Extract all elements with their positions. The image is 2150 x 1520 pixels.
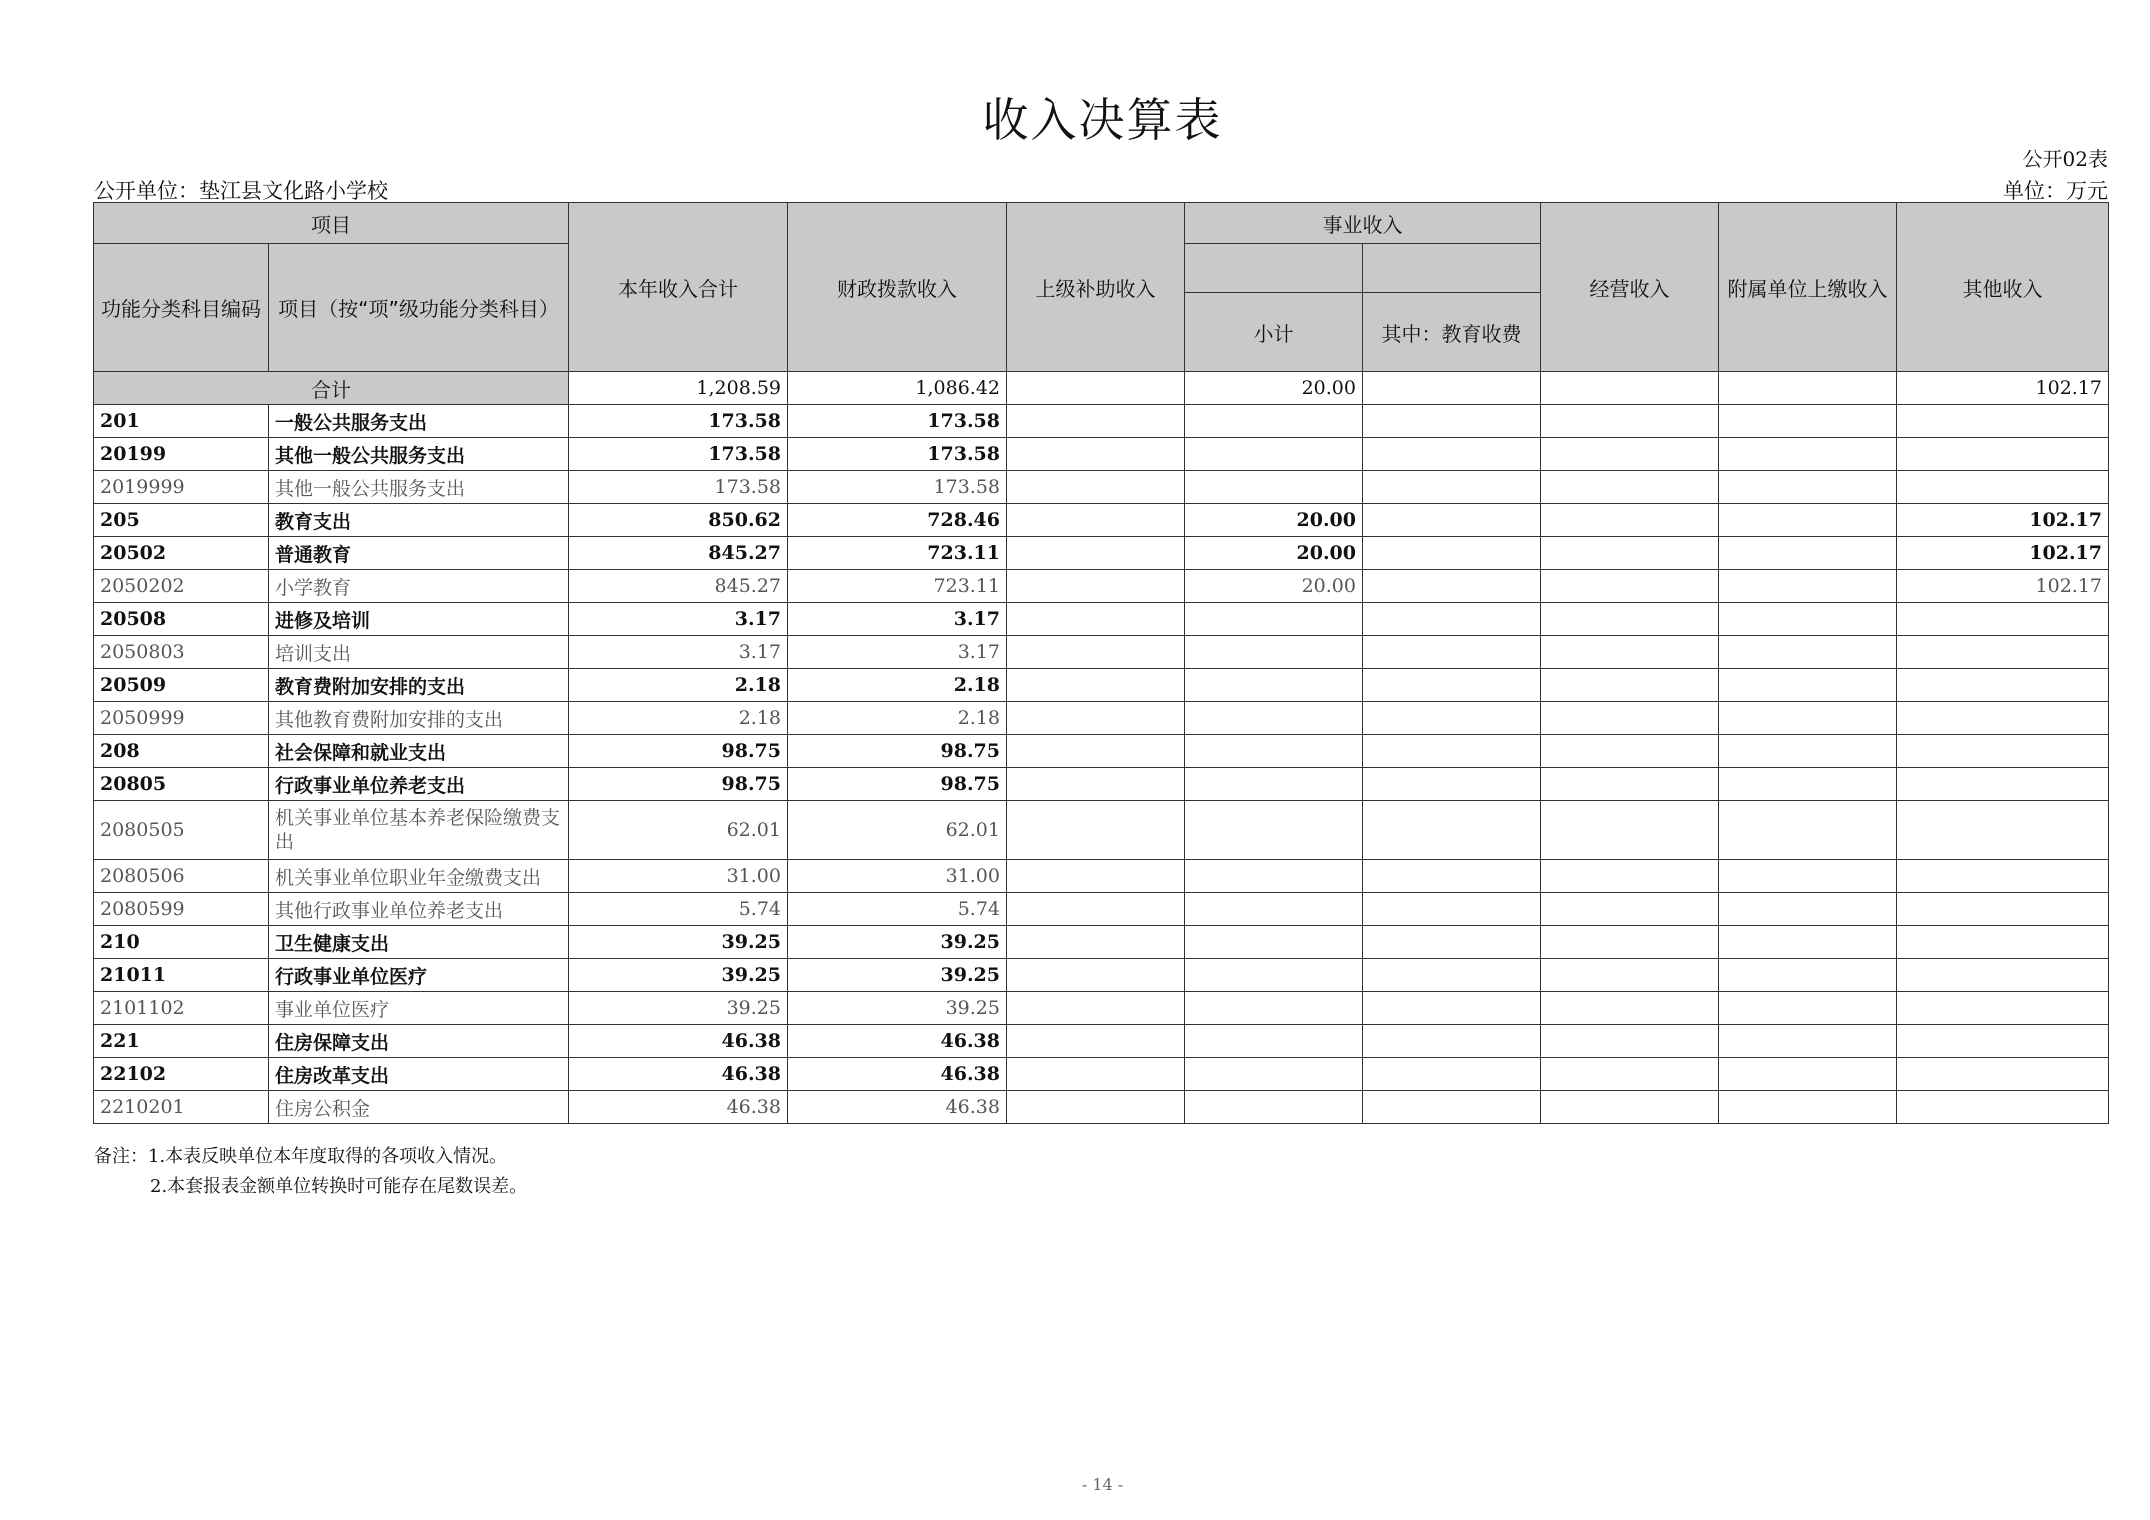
subtotal-cell: 20.00 <box>1185 504 1363 537</box>
table-row <box>94 570 2109 603</box>
operating-cell <box>1541 801 1719 860</box>
other-cell <box>1897 636 2109 669</box>
fiscal-cell: 46.38 <box>788 1091 1007 1124</box>
total-income-cell: 62.01 <box>569 801 788 860</box>
operating-cell <box>1541 860 1719 893</box>
code-cell: 22102 <box>94 1058 269 1091</box>
fiscal-cell: 46.38 <box>788 1058 1007 1091</box>
table-row <box>94 1058 2109 1091</box>
edu-fee-cell <box>1363 1091 1541 1124</box>
affiliate-cell <box>1719 669 1897 702</box>
other-cell <box>1897 405 2109 438</box>
header-other-income: 其他收入 <box>1897 203 2109 372</box>
total-income-cell: 98.75 <box>569 768 788 801</box>
superior-cell <box>1007 1058 1185 1091</box>
footnote-2: 2.本套报表金额单位转换时可能存在尾数误差。 <box>150 1176 528 1197</box>
total-income-cell: 845.27 <box>569 537 788 570</box>
table-row <box>94 702 2109 735</box>
total-other-cell: 102.17 <box>1897 372 2109 405</box>
fiscal-cell: 98.75 <box>788 768 1007 801</box>
item-name-cell: 其他行政事业单位养老支出 <box>269 893 569 926</box>
item-name-cell: 一般公共服务支出 <box>269 405 569 438</box>
table-body <box>94 372 2109 1124</box>
other-cell <box>1897 926 2109 959</box>
subtotal-cell <box>1185 959 1363 992</box>
other-cell <box>1897 735 2109 768</box>
fiscal-cell: 2.18 <box>788 702 1007 735</box>
edu-fee-cell <box>1363 471 1541 504</box>
operating-cell <box>1541 702 1719 735</box>
item-name-cell: 其他一般公共服务支出 <box>269 438 569 471</box>
item-name-cell: 卫生健康支出 <box>269 926 569 959</box>
affiliate-cell <box>1719 893 1897 926</box>
fiscal-cell: 3.17 <box>788 636 1007 669</box>
total-income-cell: 173.58 <box>569 405 788 438</box>
affiliate-cell <box>1719 768 1897 801</box>
affiliate-cell <box>1719 570 1897 603</box>
code-cell: 2080505 <box>94 801 269 860</box>
code-cell: 2080599 <box>94 893 269 926</box>
fiscal-cell: 31.00 <box>788 860 1007 893</box>
code-cell: 205 <box>94 504 269 537</box>
subtotal-cell <box>1185 992 1363 1025</box>
affiliate-cell <box>1719 405 1897 438</box>
table-row <box>94 537 2109 570</box>
subtotal-cell <box>1185 735 1363 768</box>
edu-fee-cell <box>1363 801 1541 860</box>
edu-fee-cell <box>1363 603 1541 636</box>
header-fiscal-allocation: 财政拨款收入 <box>788 203 1007 372</box>
operating-cell <box>1541 893 1719 926</box>
table-row <box>94 504 2109 537</box>
item-name-cell: 社会保障和就业支出 <box>269 735 569 768</box>
code-cell: 20502 <box>94 537 269 570</box>
header-education-fee: 其中：教育收费 <box>1363 293 1541 372</box>
subtotal-cell <box>1185 471 1363 504</box>
total-row <box>94 372 2109 405</box>
subtotal-cell <box>1185 1025 1363 1058</box>
subtotal-cell <box>1185 669 1363 702</box>
operating-cell <box>1541 768 1719 801</box>
superior-cell <box>1007 1091 1185 1124</box>
superior-cell <box>1007 702 1185 735</box>
code-cell: 221 <box>94 1025 269 1058</box>
affiliate-cell <box>1719 702 1897 735</box>
operating-cell <box>1541 570 1719 603</box>
table-row <box>94 735 2109 768</box>
fiscal-cell: 39.25 <box>788 959 1007 992</box>
affiliate-cell <box>1719 504 1897 537</box>
fiscal-cell: 2.18 <box>788 669 1007 702</box>
edu-fee-cell <box>1363 768 1541 801</box>
fiscal-cell: 173.58 <box>788 405 1007 438</box>
total-operating-cell <box>1541 372 1719 405</box>
affiliate-cell <box>1719 1058 1897 1091</box>
affiliate-cell <box>1719 926 1897 959</box>
superior-cell <box>1007 1025 1185 1058</box>
header-function-code: 功能分类科目编码 <box>94 244 269 372</box>
other-cell <box>1897 992 2109 1025</box>
code-cell: 20508 <box>94 603 269 636</box>
table-row <box>94 992 2109 1025</box>
table-row <box>94 438 2109 471</box>
table-row <box>94 405 2109 438</box>
header-project: 项目 <box>94 203 569 244</box>
subtotal-cell <box>1185 926 1363 959</box>
code-cell: 21011 <box>94 959 269 992</box>
subtotal-cell <box>1185 438 1363 471</box>
operating-cell <box>1541 926 1719 959</box>
table-row <box>94 669 2109 702</box>
affiliate-cell <box>1719 860 1897 893</box>
operating-cell <box>1541 959 1719 992</box>
edu-fee-cell <box>1363 1058 1541 1091</box>
table-row <box>94 1025 2109 1058</box>
fiscal-cell: 173.58 <box>788 471 1007 504</box>
fiscal-cell: 723.11 <box>788 537 1007 570</box>
total-income-cell: 2.18 <box>569 702 788 735</box>
page-number: - 14 - <box>1081 1475 1124 1494</box>
total-income-cell: 845.27 <box>569 570 788 603</box>
code-cell: 2050999 <box>94 702 269 735</box>
other-cell <box>1897 471 2109 504</box>
subtotal-cell <box>1185 768 1363 801</box>
edu-fee-cell <box>1363 504 1541 537</box>
superior-cell <box>1007 801 1185 860</box>
table-row <box>94 860 2109 893</box>
table-row <box>94 959 2109 992</box>
fiscal-cell: 39.25 <box>788 926 1007 959</box>
operating-cell <box>1541 669 1719 702</box>
edu-fee-cell <box>1363 669 1541 702</box>
other-cell <box>1897 1091 2109 1124</box>
code-cell: 208 <box>94 735 269 768</box>
subtotal-cell <box>1185 801 1363 860</box>
edu-fee-cell <box>1363 702 1541 735</box>
footnote-1: 备注：1.本表反映单位本年度取得的各项收入情况。 <box>94 1146 508 1167</box>
edu-fee-cell <box>1363 537 1541 570</box>
item-name-cell: 住房公积金 <box>269 1091 569 1124</box>
code-cell: 20509 <box>94 669 269 702</box>
edu-fee-cell <box>1363 636 1541 669</box>
other-cell <box>1897 1025 2109 1058</box>
total-income-cell: 31.00 <box>569 860 788 893</box>
total-fiscal-cell: 1,086.42 <box>788 372 1007 405</box>
other-cell <box>1897 768 2109 801</box>
operating-cell <box>1541 504 1719 537</box>
item-name-cell: 普通教育 <box>269 537 569 570</box>
superior-cell <box>1007 636 1185 669</box>
header-business-spacer <box>1185 244 1363 293</box>
item-name-cell: 行政事业单位养老支出 <box>269 768 569 801</box>
operating-cell <box>1541 1058 1719 1091</box>
other-cell <box>1897 860 2109 893</box>
header-total-income: 本年收入合计 <box>569 203 788 372</box>
subtotal-cell <box>1185 603 1363 636</box>
total-edu-fee-cell <box>1363 372 1541 405</box>
other-cell <box>1897 801 2109 860</box>
item-name-cell: 事业单位医疗 <box>269 992 569 1025</box>
header-business-income: 事业收入 <box>1185 203 1541 244</box>
income-final-accounts-table <box>93 202 2109 1124</box>
code-cell: 2080506 <box>94 860 269 893</box>
item-name-cell: 教育费附加安排的支出 <box>269 669 569 702</box>
item-name-cell: 机关事业单位职业年金缴费支出 <box>269 860 569 893</box>
code-cell: 2050803 <box>94 636 269 669</box>
superior-cell <box>1007 570 1185 603</box>
superior-cell <box>1007 926 1185 959</box>
fiscal-cell: 98.75 <box>788 735 1007 768</box>
currency-unit-label: 单位：万元 <box>2003 179 2108 203</box>
superior-cell <box>1007 893 1185 926</box>
superior-cell <box>1007 537 1185 570</box>
header-business-spacer-2 <box>1363 244 1541 293</box>
code-cell: 20199 <box>94 438 269 471</box>
total-affiliate-cell <box>1719 372 1897 405</box>
edu-fee-cell <box>1363 405 1541 438</box>
superior-cell <box>1007 603 1185 636</box>
other-cell <box>1897 1058 2109 1091</box>
subtotal-cell <box>1185 702 1363 735</box>
item-name-cell: 行政事业单位医疗 <box>269 959 569 992</box>
superior-cell <box>1007 669 1185 702</box>
total-income-cell: 3.17 <box>569 636 788 669</box>
total-income-cell: 850.62 <box>569 504 788 537</box>
edu-fee-cell <box>1363 860 1541 893</box>
operating-cell <box>1541 438 1719 471</box>
page-title: 收入决算表 <box>982 93 1223 147</box>
operating-cell <box>1541 537 1719 570</box>
other-cell <box>1897 603 2109 636</box>
superior-cell <box>1007 438 1185 471</box>
table-header <box>94 203 2109 372</box>
subtotal-cell <box>1185 860 1363 893</box>
table-row <box>94 603 2109 636</box>
superior-cell <box>1007 860 1185 893</box>
subtotal-cell <box>1185 893 1363 926</box>
affiliate-cell <box>1719 1025 1897 1058</box>
item-name-cell: 小学教育 <box>269 570 569 603</box>
affiliate-cell <box>1719 959 1897 992</box>
operating-cell <box>1541 405 1719 438</box>
fiscal-cell: 39.25 <box>788 992 1007 1025</box>
total-label: 合计 <box>94 372 569 405</box>
code-cell: 210 <box>94 926 269 959</box>
total-income-cell: 1,208.59 <box>569 372 788 405</box>
item-name-cell: 住房保障支出 <box>269 1025 569 1058</box>
total-income-cell: 98.75 <box>569 735 788 768</box>
affiliate-cell <box>1719 735 1897 768</box>
total-income-cell: 39.25 <box>569 926 788 959</box>
edu-fee-cell <box>1363 926 1541 959</box>
other-cell: 102.17 <box>1897 570 2109 603</box>
item-name-cell: 其他一般公共服务支出 <box>269 471 569 504</box>
superior-cell <box>1007 959 1185 992</box>
table-row <box>94 768 2109 801</box>
subtotal-cell: 20.00 <box>1185 537 1363 570</box>
edu-fee-cell <box>1363 735 1541 768</box>
affiliate-cell <box>1719 537 1897 570</box>
fiscal-cell: 5.74 <box>788 893 1007 926</box>
reporting-unit: 公开单位：垫江县文化路小学校 <box>94 179 388 203</box>
total-income-cell: 46.38 <box>569 1025 788 1058</box>
total-subtotal-cell: 20.00 <box>1185 372 1363 405</box>
code-cell: 201 <box>94 405 269 438</box>
fiscal-cell: 62.01 <box>788 801 1007 860</box>
total-income-cell: 46.38 <box>569 1091 788 1124</box>
header-item-name: 项目（按“项”级功能分类科目） <box>269 244 569 372</box>
superior-cell <box>1007 768 1185 801</box>
fiscal-cell: 173.58 <box>788 438 1007 471</box>
affiliate-cell <box>1719 438 1897 471</box>
total-income-cell: 3.17 <box>569 603 788 636</box>
other-cell <box>1897 959 2109 992</box>
other-cell <box>1897 893 2109 926</box>
affiliate-cell <box>1719 603 1897 636</box>
operating-cell <box>1541 1091 1719 1124</box>
item-name-cell: 其他教育费附加安排的支出 <box>269 702 569 735</box>
footnotes <box>94 1142 527 1202</box>
superior-cell <box>1007 992 1185 1025</box>
header-operating-income: 经营收入 <box>1541 203 1719 372</box>
header-subtotal: 小计 <box>1185 293 1363 372</box>
code-cell: 2101102 <box>94 992 269 1025</box>
superior-cell <box>1007 504 1185 537</box>
item-name-cell: 机关事业单位基本养老保险缴费支出 <box>269 801 569 860</box>
edu-fee-cell <box>1363 959 1541 992</box>
edu-fee-cell <box>1363 893 1541 926</box>
table-row <box>94 471 2109 504</box>
item-name-cell: 培训支出 <box>269 636 569 669</box>
header-superior-subsidy: 上级补助收入 <box>1007 203 1185 372</box>
total-income-cell: 39.25 <box>569 959 788 992</box>
form-code-label: 公开02表 <box>2022 147 2108 171</box>
table-row <box>94 1091 2109 1124</box>
table-row <box>94 801 2109 860</box>
subtotal-cell: 20.00 <box>1185 570 1363 603</box>
superior-cell <box>1007 405 1185 438</box>
operating-cell <box>1541 471 1719 504</box>
operating-cell <box>1541 1025 1719 1058</box>
total-income-cell: 39.25 <box>569 992 788 1025</box>
affiliate-cell <box>1719 1091 1897 1124</box>
other-cell: 102.17 <box>1897 537 2109 570</box>
other-cell <box>1897 702 2109 735</box>
item-name-cell: 住房改革支出 <box>269 1058 569 1091</box>
table-row <box>94 926 2109 959</box>
superior-cell <box>1007 471 1185 504</box>
code-cell: 20805 <box>94 768 269 801</box>
header-affiliate-income: 附属单位上缴收入 <box>1719 203 1897 372</box>
item-name-cell: 教育支出 <box>269 504 569 537</box>
table-row <box>94 893 2109 926</box>
subtotal-cell <box>1185 636 1363 669</box>
operating-cell <box>1541 992 1719 1025</box>
other-cell <box>1897 438 2109 471</box>
code-cell: 2050202 <box>94 570 269 603</box>
fiscal-cell: 3.17 <box>788 603 1007 636</box>
code-cell: 2210201 <box>94 1091 269 1124</box>
affiliate-cell <box>1719 992 1897 1025</box>
operating-cell <box>1541 636 1719 669</box>
affiliate-cell <box>1719 801 1897 860</box>
superior-cell <box>1007 735 1185 768</box>
total-income-cell: 173.58 <box>569 471 788 504</box>
code-cell: 2019999 <box>94 471 269 504</box>
affiliate-cell <box>1719 636 1897 669</box>
edu-fee-cell <box>1363 992 1541 1025</box>
fiscal-cell: 46.38 <box>788 1025 1007 1058</box>
total-income-cell: 173.58 <box>569 438 788 471</box>
affiliate-cell <box>1719 471 1897 504</box>
total-income-cell: 46.38 <box>569 1058 788 1091</box>
total-income-cell: 2.18 <box>569 669 788 702</box>
edu-fee-cell <box>1363 1025 1541 1058</box>
table-row <box>94 636 2109 669</box>
subtotal-cell <box>1185 1091 1363 1124</box>
operating-cell <box>1541 603 1719 636</box>
item-name-cell: 进修及培训 <box>269 603 569 636</box>
subtotal-cell <box>1185 405 1363 438</box>
total-superior-cell <box>1007 372 1185 405</box>
edu-fee-cell <box>1363 570 1541 603</box>
other-cell: 102.17 <box>1897 504 2109 537</box>
operating-cell <box>1541 735 1719 768</box>
total-income-cell: 5.74 <box>569 893 788 926</box>
other-cell <box>1897 669 2109 702</box>
subtotal-cell <box>1185 1058 1363 1091</box>
edu-fee-cell <box>1363 438 1541 471</box>
fiscal-cell: 723.11 <box>788 570 1007 603</box>
fiscal-cell: 728.46 <box>788 504 1007 537</box>
